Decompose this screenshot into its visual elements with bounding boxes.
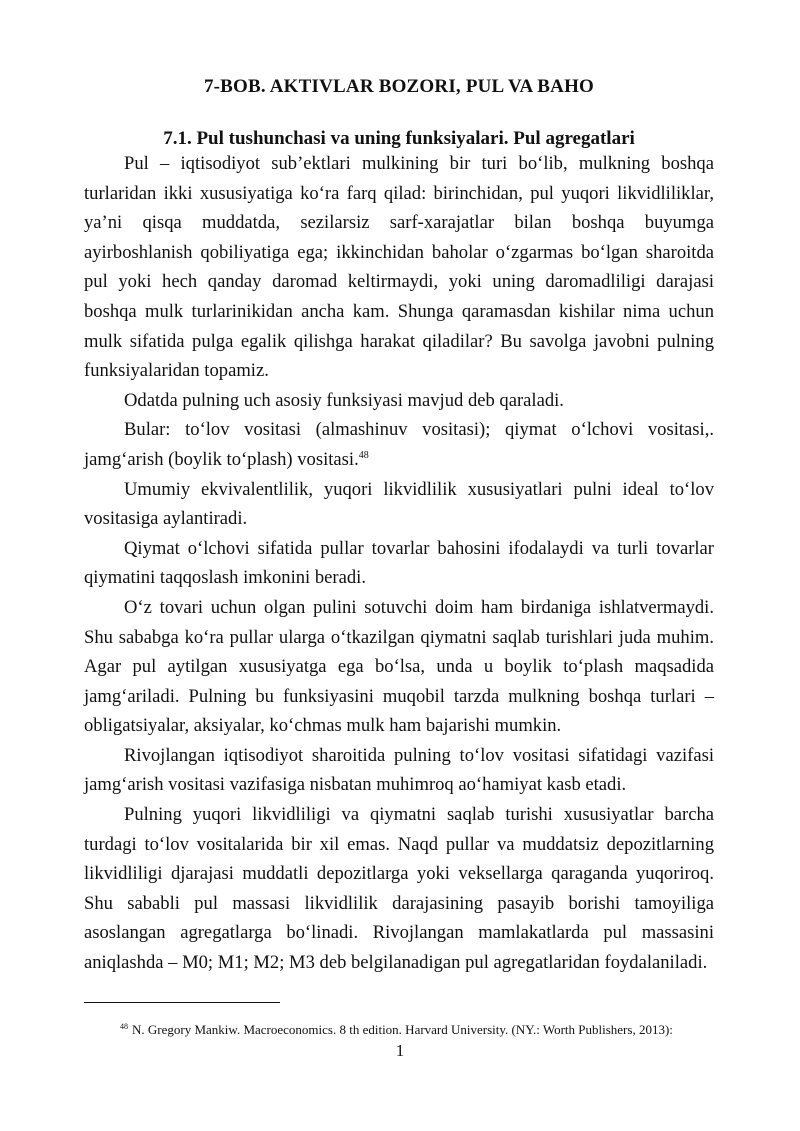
- paragraph-3: Bular: to‘lov vositasi (almashinuv vositasi); qiymat o‘lchovi vositasi,. jamg‘arish (boylik to‘plash) vositasi.$^{48}$: [84, 419, 714, 470]
- body-text: [84, 149, 714, 978]
- footnote-number: 48: [120, 1021, 128, 1031]
- paragraph-5: Qiymat o‘lchovi sifatida pullar tovarlar bahosini ifodalaydi va turli tovarlar qiymatini taqqoslash imkonini beradi.: [84, 537, 714, 589]
- section-title: 7.1. Pul tushunchasi va uning funksiyalari. Pul agregatlari: [163, 128, 635, 149]
- footnote-separator: [84, 1002, 280, 1003]
- paragraph-4: Umumiy ekvivalentlilik, yuqori likvidlilik xususiyatlari pulni ideal to‘lov vositasiga aylantiradi.: [84, 478, 714, 530]
- paragraph-6: O‘z tovari uchun olgan pulini sotuvchi doim ham birdaniga ishlatvermaydi. Shu sababga ko‘ra pullar ularga o‘tkazilgan qiymatni saqlab turishlari juda muhim. Agar pul aytilgan xususiyatga ega bo‘lsa, unda u boylik to‘plash maqsadida jamg‘ariladi. Pulning bu funksiyasini muqobil tarzda mulkning boshqa turlari – obligatsiyalar, aksiyalar, ko‘chmas mulk ham bajarishi mumkin.: [84, 596, 714, 737]
- footnote-reference[interactable]: 48: [358, 449, 369, 461]
- page-number: 1: [395, 1041, 405, 1060]
- footnote: [120, 1022, 760, 1038]
- paragraph-8: Pulning yuqori likvidliligi va qiymatni saqlab turishi xususiyatlar barcha turdagi to‘lov vositalarida bir xil emas. Naqd pullar va muddatsiz depozitlarning likvidliligi djarajasi muddatli depozitlarga yoki veksellarga qaraganda yuqoriroq. Shu sababli pul massasi likvidlilik darajasining pasayib borishi tamoyiliga asoslangan agregatlarga bo‘linadi. Rivojlangan mamlakatlarda pul massasini aniqlashda – M0; M1; M2; M3 deb belgilanadigan pul agregatlaridan foydalaniladi.: [84, 804, 714, 974]
- paragraph-7: Rivojlangan iqtisodiyot sharoitida pulning to‘lov vositasi sifatidagi vazifasi jamg‘arish vositasi vazifasiga nisbatan muhimroq ao‘hamiyat kasb etadi.: [84, 744, 714, 796]
- chapter-title: 7-BOB. AKTIVLAR BOZORI, PUL VA BAHO: [203, 76, 595, 97]
- paragraph-1: Pul – iqtisodiyot sub’ektlari mulkining bir turi bo‘lib, mulkning boshqa turlaridan ikki xususiyatiga ko‘ra farq qilad: birinchidan, pul yuqori likvidliliklar, ya’ni qisqa muddatda, sezilarsiz sarf-xarajatlar bilan boshqa buyumga ayirboshlanish qobiliyatiga ega; ikkinchidan baholar o‘zgarmas bo‘lgan sharoitda pul yoki hech qanday daromad keltirmaydi, yoki uning daromadliligi darajasi boshqa mulk turlarinikidan ancha kam. Shunga qaramasdan kishilar nima uchun mulk sifatida pulga egalik qilishga harakat qiladilar? Bu savolga javobni pulning funksiyalaridan topamiz.: [84, 153, 714, 382]
- footnote-text: N. Gregory Mankiw. Macroeconomics. 8 th edition. Harvard University. (NY.: Worth Publishers, 2013):: [132, 1022, 673, 1037]
- paragraph-2: Odatda pulning uch asosiy funksiyasi mavjud deb qaraladi.: [124, 389, 564, 411]
